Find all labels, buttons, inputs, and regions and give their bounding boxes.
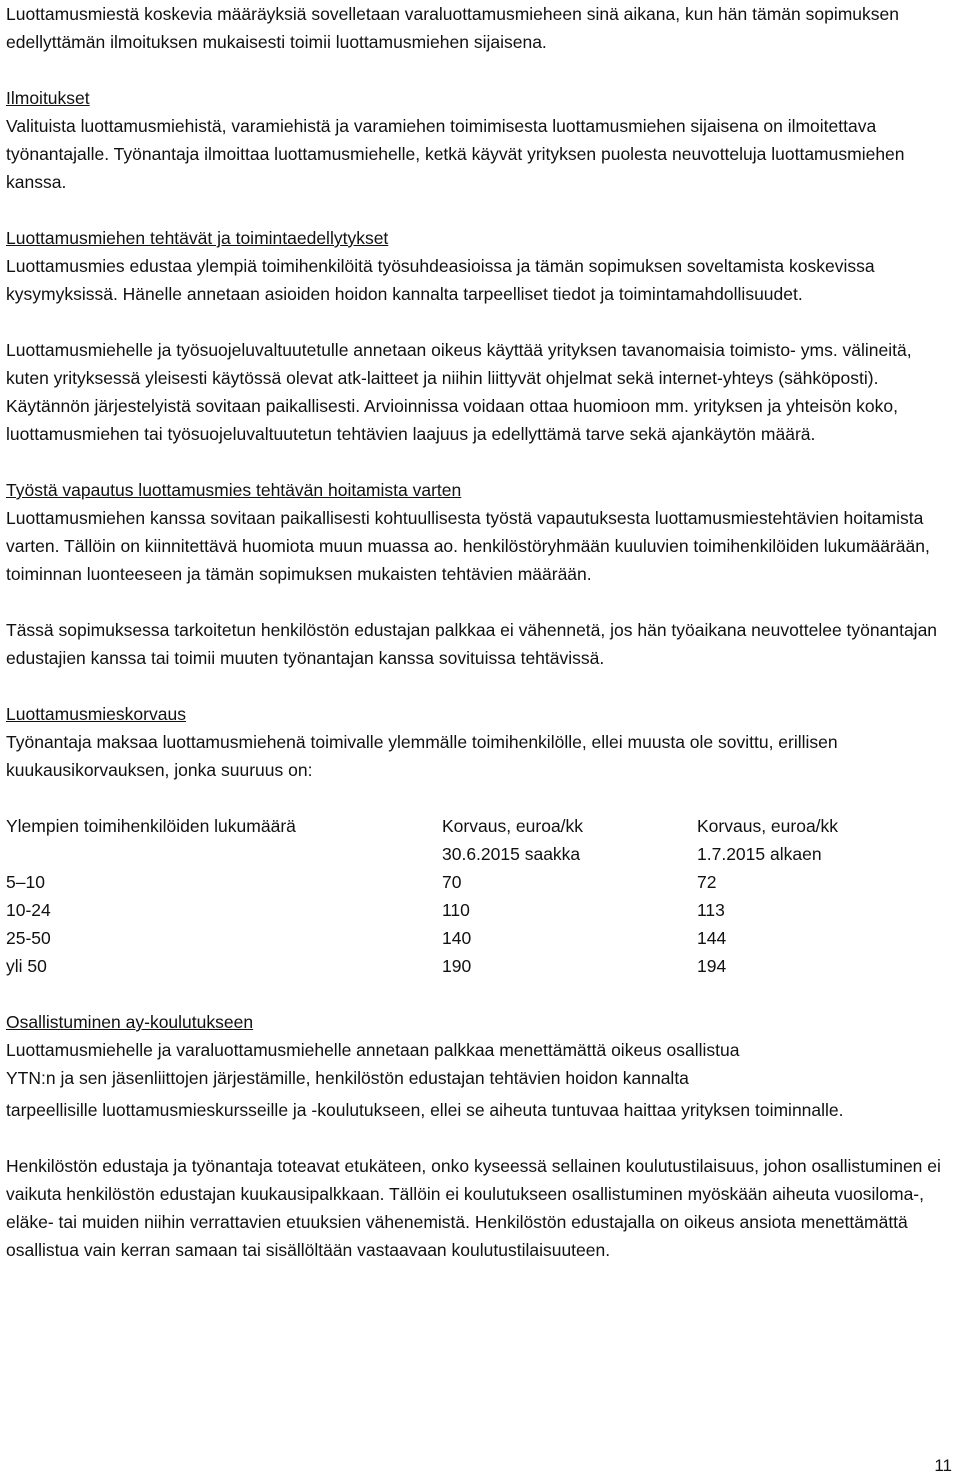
- intro-paragraph: Luottamusmiestä koskevia määräyksiä sovelletaan varaluottamusmieheen sinä aikana, kun hän tämän sopimuksen edellyttämän ilmoituksen mukaisesti toimii luottamusmiehen sijaisena.: [6, 4, 899, 52]
- section-heading: Luottamusmiehen tehtävät ja toimintaedellytykset: [6, 228, 389, 248]
- table-row: [6, 868, 947, 896]
- table-row: [6, 896, 947, 924]
- table-cell: yli 50: [6, 956, 47, 976]
- table-cell: 25-50: [6, 928, 51, 948]
- spacer: [6, 56, 952, 84]
- section-heading: Ilmoitukset: [6, 88, 90, 108]
- section-paragraph: Luottamusmiehen kanssa sovitaan paikallisesti kohtuullisesta työstä vapautuksesta luottamusmiestehtävien hoitamista varten. Tällöin on kiinnitettävä huomiota muun muassa ao. henkilöstöryhmään kuuluvien toimihenkilöiden lukumäärään, toiminnan luonteeseen ja tämän sopimuksen mukaisten tehtävien määrään.: [6, 508, 930, 584]
- table-cell: [6, 840, 442, 868]
- section-paragraph: Valituista luottamusmiehistä, varamiehistä ja varamiehen toimimisesta luottamusmiehen sijaisena on ilmoitettava työnantajalle. Työnantaja ilmoittaa luottamusmiehelle, ketkä käyvät yrityksen puolesta neuvotteluja luottamusmiehen kanssa.: [6, 116, 905, 192]
- table-cell: 10-24: [6, 900, 51, 920]
- table-header-cell: 1.7.2015 alkaen: [697, 844, 822, 864]
- table-cell: 140: [442, 928, 472, 948]
- spacer: [6, 448, 952, 476]
- document-page: [6, 0, 952, 1264]
- table-header-row: [6, 840, 947, 868]
- table-cell: 70: [442, 872, 462, 892]
- section-paragraph: Työnantaja maksaa luottamusmiehenä toimivalle ylemmälle toimihenkilölle, ellei muusta ole sovittu, erillisen kuukausikorvauksen, jonka suuruus on:: [6, 732, 838, 780]
- table-cell: 72: [697, 872, 717, 892]
- table-header-cell: Ylempien toimihenkilöiden lukumäärä: [6, 816, 296, 836]
- section-paragraph: Tässä sopimuksessa tarkoitetun henkilöstön edustajan palkkaa ei vähennetä, jos hän työaikana neuvottelee työnantajan edustajien kanssa tai toimii muuten työnantajan kanssa sovituissa tehtävissä.: [6, 620, 938, 668]
- table-header-cell: 30.6.2015 saakka: [442, 844, 581, 864]
- table-cell: 194: [697, 956, 727, 976]
- table-header-cell: Korvaus, euroa/kk: [442, 816, 584, 836]
- spacer: [6, 308, 952, 336]
- section-heading: Luottamusmieskorvaus: [6, 704, 186, 724]
- section-paragraph: Luottamusmiehelle ja työsuojeluvaltuutetulle annetaan oikeus käyttää yrityksen tavanomaisia toimisto- yms. välineitä, kuten yrityksessä yleisesti käytössä olevat atk-laitteet ja niihin liittyvät ohjelmat sekä internet-yhteys (sähköposti). Käytännön järjestelyistä sovitaan paikallisesti. Arvioinnissa voidaan ottaa huomioon mm. yrityksen ja yhteisön koko, luottamusmiehen tai työsuojeluvaltuutetun tehtävien laajuus ja edellyttämä tarve sekä ajankäytön määrä.: [6, 340, 912, 444]
- spacer: [6, 672, 952, 700]
- page-number: 11: [934, 1456, 952, 1475]
- section-vapautus: [6, 476, 952, 588]
- table-row: [6, 952, 947, 980]
- section-paragraph: tarpeellisille luottamusmieskursseille ja -koulutukseen, ellei se aiheuta tuntuvaa haittaa yrityksen toiminnalle.: [6, 1100, 844, 1120]
- table-cell: 113: [697, 900, 725, 920]
- section-tehtavat: [6, 224, 952, 308]
- spacer: [6, 784, 952, 812]
- section-paragraph: Henkilöstön edustaja ja työnantaja toteavat etukäteen, onko kyseessä sellainen koulutustilaisuus, johon osallistuminen ei vaikuta henkilöstön edustajan kuukausipalkkaan. Tällöin ei koulutukseen osallistuminen myöskään aiheuta vuosiloma-, eläke- tai muiden niihin verrattavien etuuksien vähenemistä. Henkilöstön edustajalla on oikeus ansiota menettämättä osallistua vain kerran samaan tai sisällöltään vastaavaan koulutustilaisuuteen.: [6, 1156, 941, 1260]
- compensation-table: [6, 812, 947, 980]
- section-heading: Työstä vapautus luottamusmies tehtävän hoitamista varten: [6, 480, 462, 500]
- table-cell: 144: [697, 928, 727, 948]
- spacer: [6, 1124, 952, 1152]
- section-paragraph: Luottamusmies edustaa ylempiä toimihenkilöitä työsuhdeasioissa ja tämän sopimuksen soveltamista koskevissa kysymyksissä. Hänelle annetaan asioiden hoidon kannalta tarpeelliset tiedot ja toimintamahdollisuudet.: [6, 256, 875, 304]
- section-koulutus: [6, 1008, 952, 1124]
- section-heading: Osallistuminen ay-koulutukseen: [6, 1012, 254, 1032]
- table-header-row: [6, 812, 947, 840]
- section-ilmoitukset: [6, 84, 952, 196]
- table-cell: 190: [442, 956, 472, 976]
- spacer: [6, 588, 952, 616]
- table-cell: 110: [442, 900, 470, 920]
- section-line: YTN:n ja sen jäsenliittojen järjestämille, henkilöstön edustajan tehtävien hoidon kannalta: [6, 1068, 689, 1088]
- section-line: Luottamusmiehelle ja varaluottamusmiehelle annetaan palkkaa menettämättä oikeus osallistua: [6, 1040, 740, 1060]
- table-row: [6, 924, 947, 952]
- section-korvaus: [6, 700, 952, 784]
- table-cell: 5–10: [6, 872, 45, 892]
- spacer: [6, 980, 952, 1008]
- spacer: [6, 196, 952, 224]
- table-header-cell: Korvaus, euroa/kk: [697, 816, 839, 836]
